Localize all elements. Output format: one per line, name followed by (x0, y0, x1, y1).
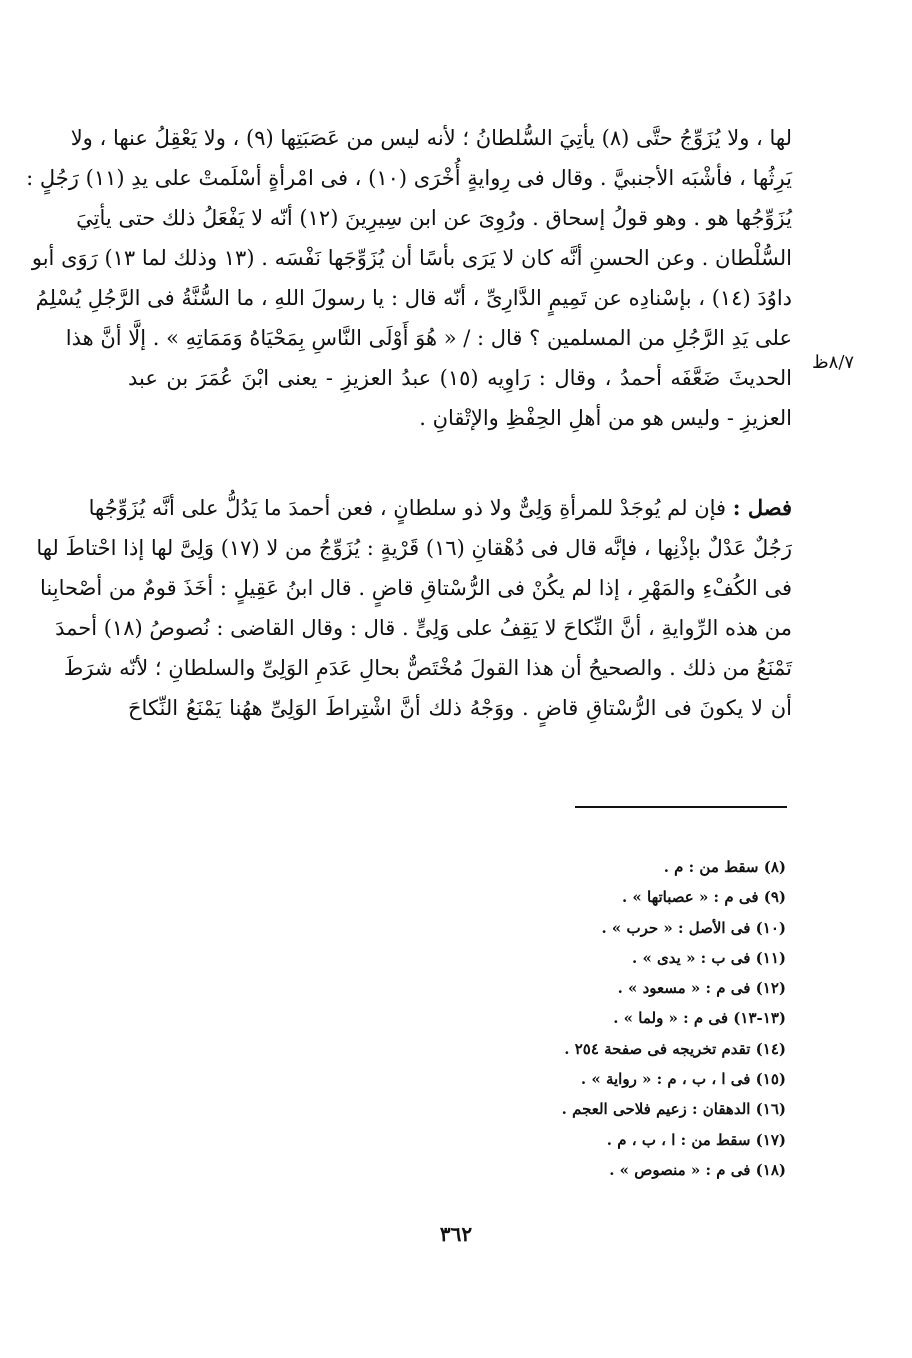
text-line (88, 488, 792, 528)
text-line: رَجُلٌ عَدْلٌ بإذْنِها ، فإنَّه قال فى دُهْقانِ (١٦) قَرْيةٍ : يُزَوِّجُ من لا (١٧) وَلِىَّ لها إذا احْتاطَ لها (36, 536, 792, 560)
footnote-item: (١٥) فى ا ، ب ، م : « رواية » . (580, 1070, 786, 1089)
text-line: لها ، ولا يُزَوِّجُ حتَّى (٨) يأتِيَ السُّلطانُ ؛ لأنه ليس من عَصَبَتِها (٩) ، ولا يَعْقِلُ عنها ، ولا (70, 126, 792, 150)
footnote-separator (575, 806, 787, 808)
footnote-item: (١٨) فى م : « منصوص » . (609, 1160, 786, 1179)
text-line: على يَدِ الرَّجُلِ من المسلمين ؟ قال : / « هُوَ أَوْلَى النَّاسِ بِمَحْيَاهُ وَمَمَاتِهِ » . إلَّا أنَّ هذا (65, 326, 792, 350)
footnotes (420, 852, 786, 1185)
manuscript-folio-marker: ٨/٧ظ (812, 352, 855, 373)
text-line: الحديثَ ضَعَّفَه أحمدُ ، وقال : رَاوِيه (١٥) عبدُ العزيزِ - يعنى ابْنَ عُمَرَ بن عبد (128, 366, 792, 390)
paragraph-1 (26, 118, 792, 438)
footnote-item: (٨) سقط من : م . (663, 858, 786, 876)
section-heading-fasl: فصل : (732, 495, 792, 520)
text-line: من هذه الرِّوايةِ ، أنَّ النِّكاحَ لا يَقِفُ على وَلِىٍّ . قال : وقال القاضى : نُصوصُ (١٨) أحمدَ (55, 616, 792, 640)
footnote-item: (١٦) الدهقان : زعيم فلاحى العجم . (561, 1100, 786, 1119)
text-line: يَرِثُها ، فأشْبَه الأجنبيَّ . وقال فى رِوايةٍ أُخْرَى (١٠) ، فى امْرأةٍ أسْلَمتْ على يدِ (١١) رَجُلٍ : (26, 166, 792, 190)
footnote-item: (١١) فى ب : « يدى » . (632, 948, 786, 967)
text-line: داوُدَ (١٤) ، بإسْنادِه عن تَمِيمٍ الدَّارِىِّ ، أنّه قال : يا رسولَ اللهِ ، ما السُّنَّةُ فى الرَّجُلِ يُسْلِمُ (35, 286, 792, 310)
footnote-item: (١٧) سقط من : ا ، ب ، م . (606, 1130, 786, 1149)
footnote-item: (١٢) فى م : « مسعود » . (617, 979, 786, 998)
paragraph-2 (36, 488, 792, 728)
text-segment: فإن لم يُوجَدْ للمرأةِ وَلِىٌّ ولا ذو سلطانٍ ، فعن أحمدَ ما يَدُلُّ على أنَّه يُزَوِّجُها (88, 496, 727, 520)
footnote-item: (١٣-١٣) فى م : « ولما » . (613, 1009, 786, 1028)
footnote-item: (١٤) تقدم تخريجه فى صفحة ٢٥٤ . (564, 1039, 786, 1058)
text-line: السُّلْطان . وعن الحسنِ أنَّه كان لا يَرَى بأسًا أن يُزَوِّجَها نَفْسَه . (١٣ وذلك لما ١٣) رَوَى أبو (31, 246, 792, 270)
text-line: فى الكُفْءِ والمَهْرِ ، إذا لم يكُنْ فى الرُّسْتاقِ قاضٍ . قال ابنُ عَقِيلٍ : أخَذَ قومٌ من أصْحابِنا (39, 576, 792, 600)
text-line: تَمْنَعُ من ذلك . والصحيحُ أن هذا القولَ مُخْتَصٌّ بحالِ عَدَمِ الوَلِىِّ والسلطانِ ؛ لأنّه شرَطَ (63, 656, 792, 680)
footnote-item: (٩) فى م : « عصباتها » . (621, 888, 786, 907)
page-number: ٣٦٢ (439, 1222, 473, 1246)
text-line: يُزَوِّجُها هو . وهو قولُ إسحاق . ورُوِىَ عن ابن سِيرِينَ (١٢) أنّه لا يَفْعَلُ ذلك حتى يأتِيَ (76, 206, 792, 230)
footnote-item: (١٠) فى الأصل : « حرب » . (601, 918, 786, 937)
text-line: العزيزِ - وليس هو من أهلِ الحِفْظِ والإتْقانِ . (419, 406, 792, 430)
text-line: أن لا يكونَ فى الرُّسْتاقِ قاضٍ . ووَجْهُ ذلك أنَّ اشْتِراطَ الوَلِىِّ ههُنا يَمْنَعُ النِّكاحَ (128, 696, 792, 720)
